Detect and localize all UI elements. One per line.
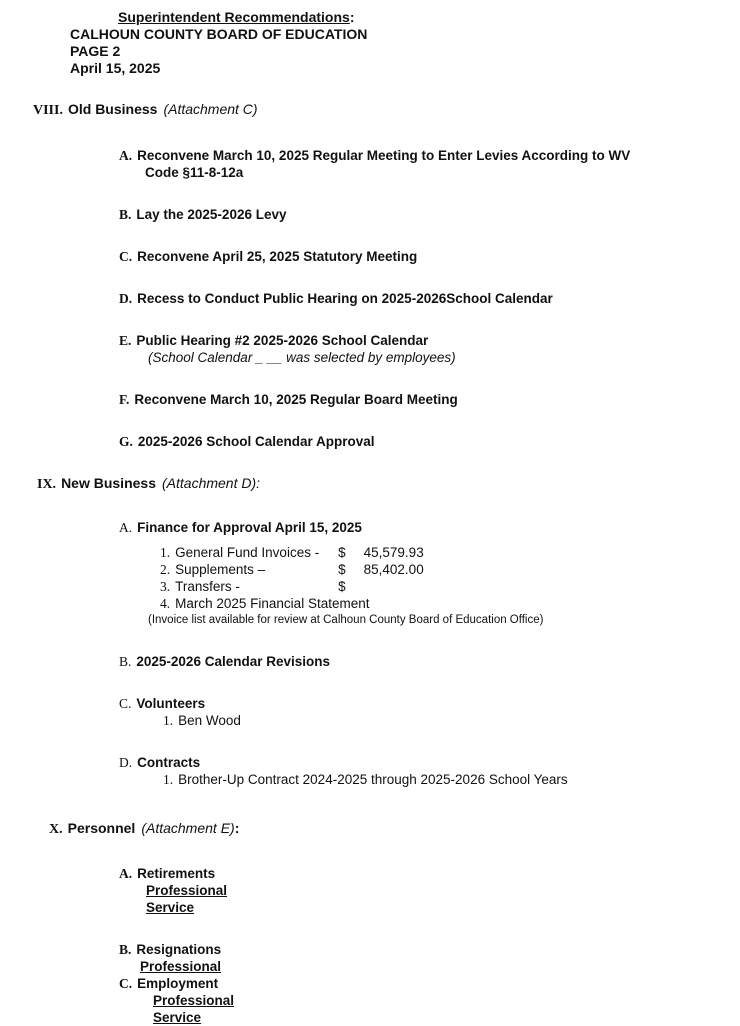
item-marker: C. (119, 249, 133, 264)
list-item (119, 248, 740, 265)
item-marker: A. (119, 148, 133, 163)
item-marker: E. (119, 333, 132, 348)
item-text: 2025-2026 Calendar Revisions (136, 654, 330, 669)
sub-item-num: 1. (163, 713, 174, 728)
item-text: Recess to Conduct Public Hearing on 2025-2026School Calendar (137, 291, 553, 306)
item-text: Reconvene March 10, 2025 Regular Board Meeting (134, 392, 458, 407)
item-text: Reconvene April 25, 2025 Statutory Meeting (137, 249, 418, 264)
list-item (119, 290, 740, 307)
personnel-category: Professional (146, 883, 228, 898)
finance-label: March 2025 Financial Statement (175, 596, 370, 611)
finance-label: Transfers - (175, 579, 240, 594)
item-marker: B. (119, 942, 132, 957)
list-item (119, 332, 740, 366)
list-item (119, 865, 740, 916)
item-text: Reconvene March 10, 2025 Regular Meeting to Enter Levies According to WV (137, 148, 631, 163)
sub-item-text: Ben Wood (178, 713, 241, 728)
page-number: PAGE 2 (70, 43, 121, 59)
list-item (119, 695, 740, 729)
finance-amount: 45,579.93 (363, 545, 424, 560)
item-marker: F. (119, 392, 130, 407)
item-marker: B. (119, 654, 132, 669)
list-item (119, 391, 740, 408)
section-marker: X. (49, 822, 63, 837)
org-name: CALHOUN COUNTY BOARD OF EDUCATION (70, 26, 368, 42)
finance-row (160, 561, 740, 578)
personnel-category: Service (146, 900, 195, 915)
item-text: Volunteers (136, 696, 206, 711)
doc-header (70, 0, 740, 77)
item-text: Public Hearing #2 2025-2026 School Calendar (136, 333, 429, 348)
doc-date: April 15, 2025 (70, 60, 161, 76)
header-title-line (118, 9, 740, 26)
section-new-business (37, 475, 740, 493)
item-marker: D. (119, 291, 133, 306)
section-old-business (33, 101, 740, 119)
dollar-sign: $ (338, 579, 346, 594)
item-text-wrap: Code §11-8-12a (145, 165, 244, 180)
item-text: Finance for Approval April 15, 2025 (137, 520, 362, 535)
item-note: (School Calendar _ __ was selected by employees) (148, 350, 456, 365)
section-marker: IX. (37, 477, 57, 492)
item-text: Retirements (137, 866, 216, 881)
finance-amount: 85,402.00 (363, 562, 424, 577)
item-text: 2025-2026 School Calendar Approval (137, 434, 375, 449)
finance-row (160, 595, 740, 612)
item-marker: C. (119, 696, 132, 711)
list-item (119, 147, 740, 181)
sub-item (163, 712, 740, 729)
dollar-sign: $ (338, 545, 346, 560)
section-title: Personnel (67, 820, 136, 836)
finance-label: General Fund Invoices - (175, 545, 320, 560)
list-item (119, 653, 740, 670)
item-text: Contracts (137, 755, 201, 770)
item-text: Lay the 2025-2026 Levy (136, 207, 287, 222)
sub-item (163, 771, 740, 788)
attachment-label: (Attachment E) (141, 820, 235, 836)
invoice-note: (Invoice list available for review at Calhoun County Board of Education Office) (148, 614, 544, 626)
header-title: Superintendent Recommendations (118, 9, 350, 25)
section-title: New Business (61, 475, 156, 491)
section-title: Old Business (67, 101, 158, 117)
finance-num: 4. (160, 596, 171, 611)
finance-list (160, 544, 740, 612)
attachment-label: (Attachment C) (163, 101, 258, 117)
item-marker: G. (119, 434, 133, 449)
personnel-category: Professional (153, 993, 235, 1008)
header-title-colon: : (349, 9, 355, 25)
list-item (119, 206, 740, 223)
item-marker: C. (119, 976, 133, 991)
attachment-label: (Attachment D): (162, 475, 261, 491)
item-marker: A. (119, 520, 133, 535)
personnel-category: Professional (140, 959, 222, 974)
section-colon: : (234, 820, 240, 836)
sub-item-num: 1. (163, 772, 174, 787)
personnel-category: Service (153, 1010, 202, 1025)
list-item-finance (119, 519, 740, 627)
item-marker: B. (119, 207, 132, 222)
list-item (119, 433, 740, 450)
item-marker: D. (119, 755, 133, 770)
item-text: Resignations (136, 942, 222, 957)
list-item (119, 754, 740, 788)
list-item (119, 975, 740, 1026)
finance-num: 2. (160, 562, 171, 577)
finance-row (160, 578, 740, 595)
item-marker: A. (119, 866, 133, 881)
finance-row (160, 544, 740, 561)
finance-num: 3. (160, 579, 171, 594)
finance-label: Supplements – (175, 562, 266, 577)
finance-num: 1. (160, 545, 171, 560)
dollar-sign: $ (338, 562, 346, 577)
item-text: Employment (137, 976, 219, 991)
section-personnel (49, 820, 740, 838)
list-item (119, 941, 740, 975)
section-marker: VIII. (33, 103, 63, 118)
sub-item-text: Brother-Up Contract 2024-2025 through 2025-2026 School Years (178, 772, 568, 787)
